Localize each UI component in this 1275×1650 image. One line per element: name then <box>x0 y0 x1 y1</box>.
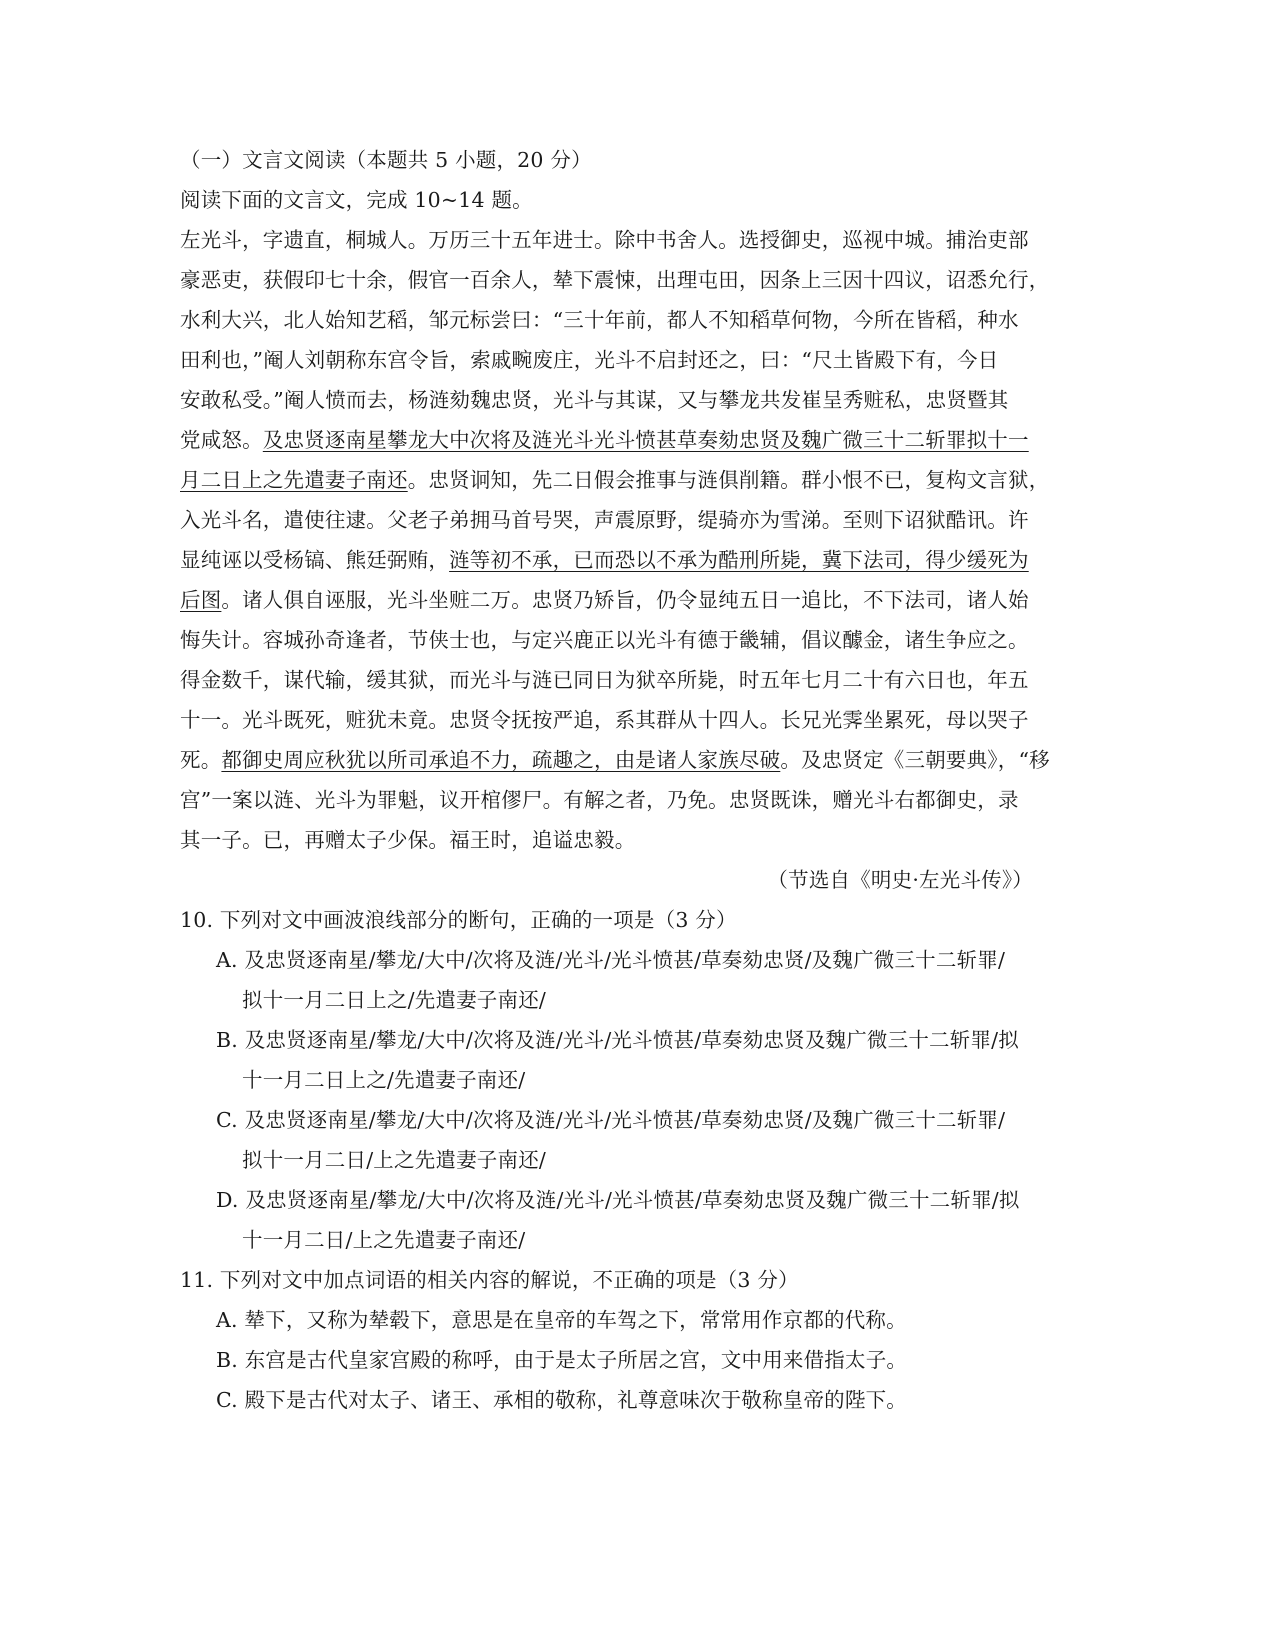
passage-text: 。忠贤诇知，先二日假会推事与涟俱削籍。群小恨不已，复构文言狱， <box>407 468 1050 492</box>
underlined-passage-text: 涟等初不承，已而恐以不承为酷刑所毙，冀下法司，得少缓死为 <box>449 548 1029 572</box>
passage-text: 。诸人俱自诬服，光斗坐赃二万。忠贤乃矫旨，仍令显纯五日一追比，不下法司，诸人始 <box>221 588 1029 612</box>
question-stem: 11. 下列对文中加点词语的相关内容的解说，不正确的项是（3 分） <box>180 1268 799 1292</box>
passage-line <box>180 666 1029 694</box>
option-d-line-2: 十一月二日/上之先遣妻子南还/ <box>242 1228 526 1252</box>
option-c-line-2: 拟十一月二日/上之先遣妻子南还/ <box>242 1148 547 1172</box>
question-stem: 10. 下列对文中画波浪线部分的断句，正确的一项是（3 分） <box>180 908 737 932</box>
passage-line <box>180 786 1019 814</box>
passage-line <box>180 426 1029 454</box>
passage-line <box>180 506 1029 534</box>
passage-text: 十一。光斗既死，赃犹未竟。忠贤令抚按严追，系其群从十四人。长兄光霁坐累死，母以哭子 <box>180 708 1029 732</box>
passage-text: 田利也，”阉人刘朝称东宫令旨，索戚畹废庄，光斗不启封还之，曰：“尺土皆殿下有，今日 <box>180 348 999 372</box>
passage-text: 水利大兴，北人始知艺稻，邹元标尝曰：“三十年前，都人不知稻草何物，今所在皆稻，种水 <box>180 308 1019 332</box>
option-a: A. 辇下，又称为辇毂下，意思是在皇帝的车驾之下，常常用作京都的代称。 <box>216 1308 907 1332</box>
passage-line <box>180 626 1029 654</box>
passage-line <box>180 266 1049 294</box>
underlined-passage-text: 月二日上之先遣妻子南还 <box>180 468 408 492</box>
option-a-line-1: A. 及忠贤逐南星/攀龙/大中/次将及涟/光斗/光斗愤甚/草奏劾忠贤/及魏广微三十二斩罪/ <box>216 948 1006 972</box>
passage-line <box>180 586 1029 614</box>
underlined-passage-text: 及忠贤逐南星攀龙大中次将及涟光斗光斗愤甚草奏劾忠贤及魏广微三十二斩罪拟十一 <box>262 428 1029 452</box>
passage-line <box>180 546 1029 574</box>
passage-source: （节选自《明史·左光斗传》） <box>767 868 1033 892</box>
passage-text: 左光斗，字遗直，桐城人。万历三十五年进士。除中书舍人。选授御史，巡视中城。捕治吏部 <box>180 228 1029 252</box>
option-c-line-1: C. 及忠贤逐南星/攀龙/大中/次将及涟/光斗/光斗愤甚/草奏劾忠贤/及魏广微三十二斩罪/ <box>216 1108 1006 1132</box>
passage-text: 死。 <box>180 748 222 772</box>
option-b: B. 东宫是古代皇家宫殿的称呼，由于是太子所居之宫，文中用来借指太子。 <box>216 1348 908 1372</box>
passage-text: 入光斗名，遣使往逮。父老子弟拥马首号哭，声震原野，缇骑亦为雪涕。至则下诏狱酷讯。许 <box>180 508 1029 532</box>
option-c: C. 殿下是古代对太子、诸王、承相的敬称，礼尊意味次于敬称皇帝的陛下。 <box>216 1388 907 1412</box>
section-heading: （一）文言文阅读（本题共 5 小题，20 分） <box>180 148 592 172</box>
passage-text: 其一子。已，再赠太子少保。福王时，追谥忠毅。 <box>180 828 636 852</box>
passage-line <box>180 386 1008 414</box>
passage-line <box>180 226 1029 254</box>
option-d-line-1: D. 及忠贤逐南星/攀龙/大中/次将及涟/光斗/光斗愤甚/草奏劾忠贤及魏广微三十二斩罪/拟 <box>216 1188 1020 1212</box>
passage-line <box>180 746 1050 774</box>
passage-line <box>180 346 998 374</box>
underlined-passage-text: 都御史周应秋犹以所司承追不力，疏趣之，由是诸人家族尽破 <box>221 748 781 772</box>
passage-text: 悔失计。容城孙奇逢者，节侠士也，与定兴鹿正以光斗有德于畿辅，倡议醵金，诸生争应之。 <box>180 628 1029 652</box>
passage-line <box>180 706 1029 734</box>
passage-line <box>180 466 1049 494</box>
passage-text: 显纯诬以受杨镐、熊廷弼贿， <box>180 548 450 572</box>
passage-line <box>180 826 635 854</box>
option-b-line-2: 十一月二日上之/先遣妻子南还/ <box>242 1068 526 1092</box>
option-a-line-2: 拟十一月二日上之/先遣妻子南还/ <box>242 988 547 1012</box>
passage-line <box>180 306 1019 334</box>
passage-text: 党咸怒。 <box>180 428 263 452</box>
passage-text: 安敢私受。”阉人愤而去，杨涟劾魏忠贤，光斗与其谋，又与攀龙共发崔呈秀赃私，忠贤暨其 <box>180 388 1009 412</box>
option-b-line-1: B. 及忠贤逐南星/攀龙/大中/次将及涟/光斗/光斗愤甚/草奏劾忠贤及魏广微三十二斩罪/拟 <box>216 1028 1019 1052</box>
passage-text: 宫”一案以涟、光斗为罪魁，议开棺僇尸。有解之者，乃免。忠贤既诛，赠光斗右都御史，录 <box>180 788 1019 812</box>
passage-text: 豪恶吏，获假印七十余，假官一百余人，辇下震悚，出理屯田，因条上三因十四议，诏悉允行， <box>180 268 1050 292</box>
instruction: 阅读下面的文言文，完成 10~14 题。 <box>180 188 533 212</box>
passage-text: 。及忠贤定《三朝要典》，“移 <box>780 748 1050 772</box>
underlined-passage-text: 后图 <box>180 588 222 612</box>
passage-text: 得金数千，谋代输，缓其狱，而光斗与涟已同日为狱卒所毙，时五年七月二十有六日也，年五 <box>180 668 1029 692</box>
